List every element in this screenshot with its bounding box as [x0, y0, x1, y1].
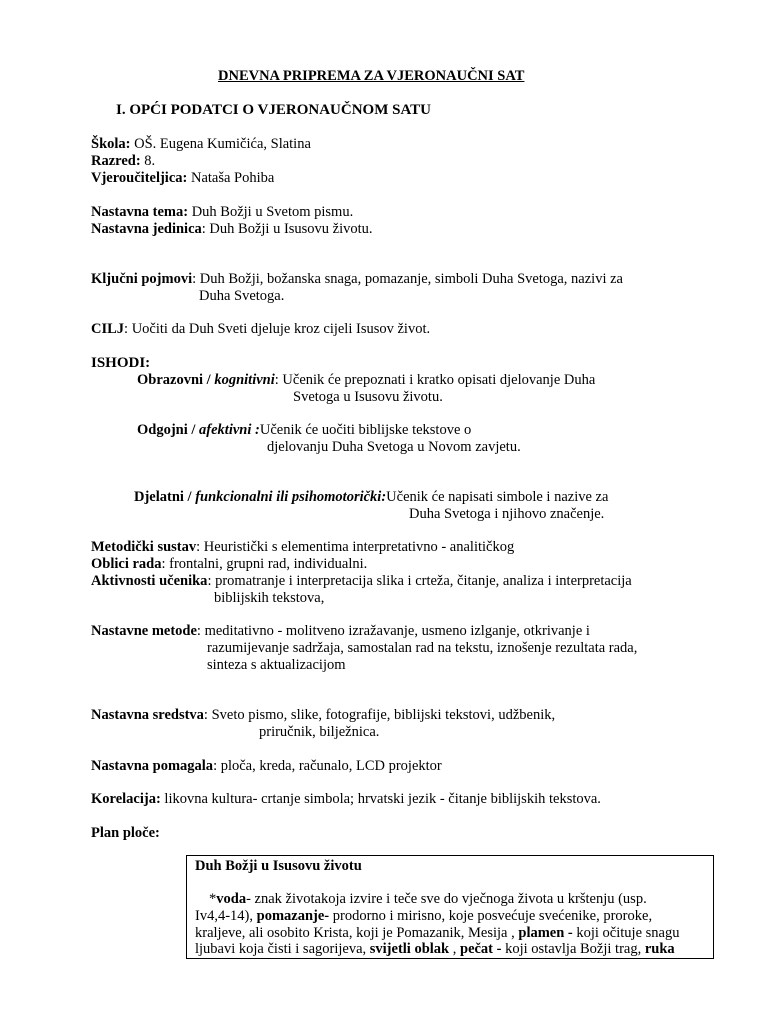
aktivnosti-line: Aktivnosti učenika: promatranje i interpretacija slika i crteža, čitanje, analiza i interpretacija [91, 573, 632, 589]
metode-line: Nastavne metode: meditativno - molitveno izražavanje, usmeno izlganje, otkrivanje i [91, 623, 590, 639]
box-line-1: *voda- znak životakoja izvire i teče sve do vječnoga života u krštenju (usp. [209, 891, 647, 907]
djelatni-line: Djelatni / funkcionalni ili psihomotorički:Učenik će napisati simbole i nazive za [134, 489, 609, 505]
obrazovni-line: Obrazovni / kognitivni: Učenik će prepoznati i kratko opisati djelovanje Duha [137, 372, 596, 388]
pojmovi-line-2: Duha Svetoga. [199, 288, 285, 304]
sredstva-line: Nastavna sredstva: Sveto pismo, slike, fotografije, biblijski tekstovi, udžbenik, [91, 707, 556, 723]
jedinica-line: Nastavna jedinica: Duh Božji u Isusovu životu. [91, 221, 373, 237]
tema-line: Nastavna tema: Duh Božji u Svetom pismu. [91, 204, 354, 220]
obrazovni-line-2: Svetoga u Isusovu životu. [293, 389, 443, 405]
document-title: DNEVNA PRIPREMA ZA VJERONAUČNI SAT [218, 68, 525, 84]
vjeroucitelj-line: Vjeroučiteljica: Nataša Pohiba [91, 170, 275, 186]
box-heading: Duh Božji u Isusovu životu [195, 858, 362, 874]
aktivnosti-line-2: biblijskih tekstova, [214, 590, 325, 606]
oblici-line: Oblici rada: frontalni, grupni rad, individualni. [91, 556, 368, 572]
ishodi-heading: ISHODI: [91, 355, 151, 371]
odgojni-line-2: djelovanju Duha Svetoga u Novom zavjetu. [267, 439, 521, 455]
plan-ploce-box [186, 855, 714, 959]
metode-line-2: razumijevanje sadržaja, samostalan rad na tekstu, iznošenje rezultata rada, [207, 640, 638, 656]
box-line-2: Iv4,4-14), pomazanje- prodorno i mirisno, koje posvećuje svećenike, proroke, [195, 908, 653, 924]
box-line-4: ljubavi koja čisti i sagorijeva, svijetli oblak , pečat - koji ostavlja Božji trag, ruka [195, 941, 675, 957]
pojmovi-line: Ključni pojmovi: Duh Božji, božanska snaga, pomazanje, simboli Duha Svetoga, nazivi za [91, 271, 623, 287]
metode-line-3: sinteza s aktualizacijom [207, 657, 346, 673]
korelacija-line: Korelacija: likovna kultura- crtanje simbola; hrvatski jezik - čitanje biblijskih tekstova. [91, 791, 601, 807]
pomagala-line: Nastavna pomagala: ploča, kreda, računalo, LCD projektor [91, 758, 442, 774]
sredstva-line-2: priručnik, bilježnica. [259, 724, 380, 740]
skola-line: Škola: OŠ. Eugena Kumičića, Slatina [91, 136, 311, 152]
cilj-line: CILJ: Uočiti da Duh Sveti djeluje kroz cijeli Isusov život. [91, 321, 431, 337]
section-heading: I. OPĆI PODATCI O VJERONAUČNOM SATU [116, 102, 432, 118]
djelatni-line-2: Duha Svetoga i njihovo značenje. [409, 506, 605, 522]
metodicki-line: Metodički sustav: Heuristički s elementima interpretativno - analitičkog [91, 539, 515, 555]
razred-line: Razred: 8. [91, 153, 156, 169]
odgojni-line: Odgojni / afektivni :Učenik će uočiti biblijske tekstove o [137, 422, 472, 438]
box-line-3: kraljeve, ali osobito Krista, koji je Pomazanik, Mesija , plamen - koji očituje snagu [195, 925, 680, 941]
plan-ploce-label: Plan ploče: [91, 825, 160, 841]
